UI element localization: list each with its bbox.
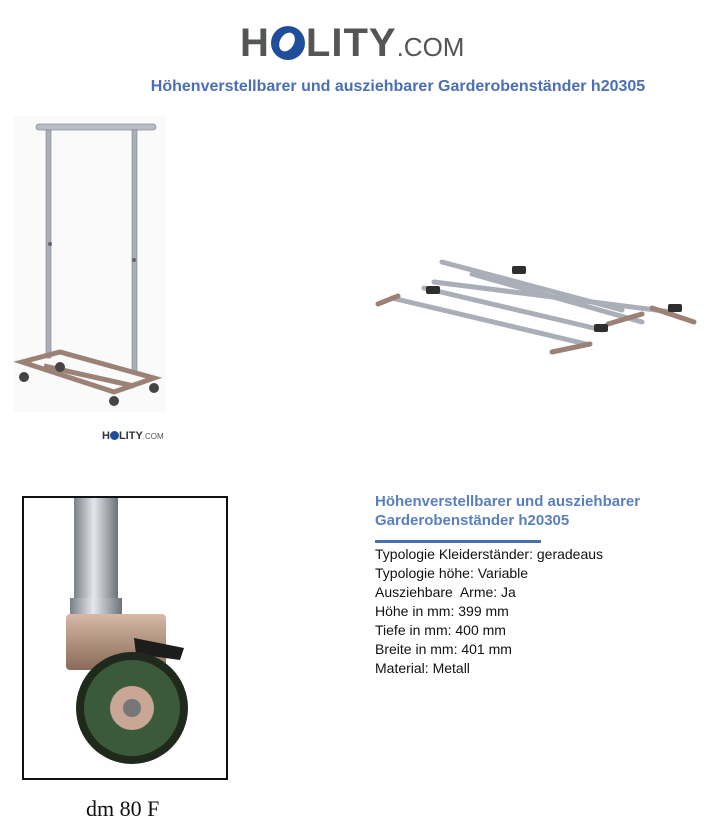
spec-item: Höhe in mm: 399 mm [375,603,509,619]
logo-o-icon [271,26,305,60]
spec-item: Tiefe in mm: 400 mm [375,622,506,638]
spec-item: Ausziehbare Arme: Ja [375,584,516,600]
page-title: Höhenverstellbarer und ausziehbarer Garderobenständer h20305 [150,78,646,95]
spec-item: Typologie Kleiderständer: geradeaus [375,546,604,562]
small-logo-o-icon [110,431,119,440]
spec-list [375,545,603,678]
spec-title: Höhenverstellbarer und ausziehbarer Garderobenständer h20305 [375,493,641,529]
spec-item: Breite in mm: 401 mm [375,641,512,657]
spec-item: Typologie höhe: Variable [375,565,529,581]
spec-divider [375,540,541,543]
rack-assembled-image [14,116,166,412]
holity-logo[interactable] [240,16,490,70]
rack-folded-image [372,252,702,362]
caster-wheel-image [22,496,228,780]
spec-item: Material: Metall [375,660,470,676]
small-logo: H LITY.COM [102,430,164,442]
wheel-caption: dm 80 F [86,796,160,821]
logo-wordmark: H LITY.COM [240,21,465,65]
